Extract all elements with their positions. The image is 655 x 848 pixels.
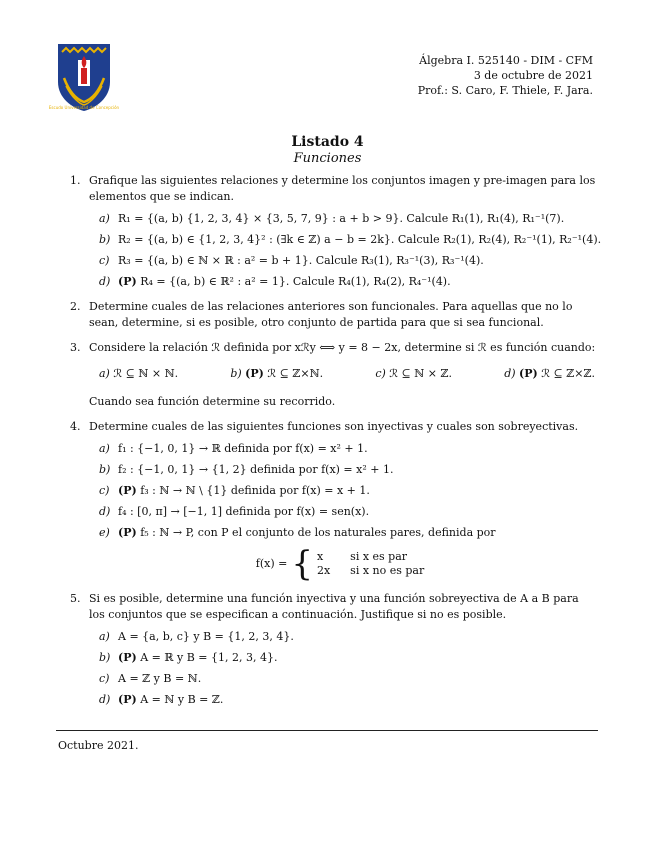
- item-label: b): [99, 651, 111, 664]
- practice-marker: (P): [245, 367, 264, 380]
- problem-text: Determine cuales de las relaciones anteriores son funcionales. Para aquellas que no lo sean, determine, si es posible, otro conjunto de partida para que si sea funcional.: [89, 300, 573, 329]
- item-text: A = ℤ y B = ℕ.: [118, 672, 202, 685]
- left-brace: {: [291, 544, 313, 584]
- list-item: [89, 483, 597, 499]
- list-item: [89, 650, 597, 666]
- list-item: [89, 274, 597, 290]
- item-text: f₃ : ℕ → ℕ \ {1} definida por f(x) = x + 1.: [140, 484, 370, 497]
- item-label: a): [99, 212, 110, 225]
- piecewise-cases: [317, 550, 430, 578]
- list-item: [89, 232, 602, 248]
- problem-3-options: [89, 366, 597, 382]
- item-text: ℛ ⊆ ℕ × ℕ.: [113, 367, 179, 380]
- practice-marker: (P): [118, 275, 137, 288]
- item-text: A = ℝ y B = {1, 2, 3, 4}.: [140, 651, 278, 664]
- list-item: [89, 525, 597, 541]
- professors: Prof.: S. Caro, F. Thiele, F. Jara.: [417, 84, 593, 97]
- practice-marker: (P): [118, 526, 137, 539]
- problem-number: 2.: [70, 300, 81, 313]
- item-label: a): [99, 442, 110, 455]
- item-label: a): [99, 367, 110, 380]
- course-name: Álgebra I. 525140 - DIM - CFM: [419, 54, 593, 67]
- option-a: [99, 366, 178, 382]
- problem-number: 4.: [70, 420, 81, 433]
- practice-marker: (P): [118, 651, 137, 664]
- item-label: d): [99, 275, 111, 288]
- item-text: A = {a, b, c} y B = {1, 2, 3, 4}.: [118, 630, 294, 643]
- item-text: f₄ : [0, π] → [−1, 1] definida por f(x) = sen(x).: [118, 505, 370, 518]
- item-label: b): [230, 367, 242, 380]
- item-label: d): [504, 367, 516, 380]
- problem-4: [62, 419, 597, 584]
- list-item: [89, 671, 597, 687]
- logo-label: Escudo Universidad de Concepción: [48, 105, 120, 110]
- list-item: [89, 629, 597, 645]
- item-text: ℛ ⊆ ℕ × ℤ.: [389, 367, 453, 380]
- footer-divider: [56, 730, 598, 731]
- item-text: f₂ : {−1, 0, 1} → {1, 2} definida por f(x) = x² + 1.: [118, 463, 394, 476]
- problem-number: 3.: [70, 341, 81, 354]
- problem-number: 5.: [70, 592, 81, 605]
- item-label: b): [99, 233, 111, 246]
- problem-5: [62, 591, 597, 708]
- item-text: ℛ ⊆ ℤ×ℕ.: [267, 367, 324, 380]
- item-label: c): [99, 254, 110, 267]
- item-text: f₁ : {−1, 0, 1} → ℝ definida por f(x) = x² + 1.: [118, 442, 368, 455]
- problem-note: Cuando sea función determine su recorrido.: [89, 395, 336, 408]
- item-label: c): [99, 484, 110, 497]
- case-value: 2x: [316, 564, 331, 577]
- practice-marker: (P): [118, 484, 137, 497]
- item-label: b): [99, 463, 111, 476]
- item-text: f₅ : ℕ → P, con P el conjunto de los naturales pares, definida por: [140, 526, 496, 539]
- practice-marker: (P): [519, 367, 538, 380]
- problem-3: [62, 340, 597, 410]
- page-subtitle: Funciones: [293, 151, 362, 166]
- practice-marker: (P): [118, 693, 137, 706]
- item-text: R₃ = {(a, b) ∈ ℕ × ℝ : a² = b + 1}. Calcule R₃(1), R₃⁻¹(3), R₃⁻¹(4).: [118, 254, 484, 267]
- problem-text: Si es posible, determine una función inyectiva y una función sobreyectiva de A a B para los conjuntos que se especifican a continuación. Justifique si no es posible.: [89, 592, 579, 621]
- item-text: ℛ ⊆ ℤ×ℤ.: [541, 367, 595, 380]
- list-item: [89, 462, 597, 478]
- footer-date: Octubre 2021.: [58, 739, 139, 752]
- problem-text: Grafique las siguientes relaciones y determine los conjuntos imagen y pre-imagen para los elementos que se indican.: [89, 174, 596, 203]
- document-date: 3 de octubre de 2021: [473, 69, 593, 82]
- problem-list: [62, 173, 602, 717]
- item-label: d): [99, 505, 111, 518]
- page-title: Listado 4: [291, 134, 364, 150]
- list-item: [89, 692, 597, 708]
- item-text: R₁ = {(a, b) {1, 2, 3, 4} × {3, 5, 7, 9} : a + b > 9}. Calcule R₁(1), R₁(4), R₁⁻¹(7).: [118, 212, 565, 225]
- list-item: [89, 253, 597, 269]
- problem-1: [62, 173, 602, 290]
- problem-text: Determine cuales de las siguientes funciones son inyectivas y cuales son sobreyectivas.: [89, 420, 579, 433]
- problem-2: [62, 299, 597, 331]
- list-item: [89, 211, 597, 227]
- item-label: a): [99, 630, 110, 643]
- item-label: d): [99, 693, 111, 706]
- option-c: [375, 366, 452, 382]
- option-b: [230, 366, 323, 382]
- case-value: x: [316, 550, 324, 563]
- item-text: A = ℕ y B = ℤ.: [140, 693, 224, 706]
- case-condition: si x no es par: [350, 564, 425, 577]
- problem-text: Considere la relación ℛ definida por xℛy ⟺ y = 8 − 2x, determine si ℛ es función cuando:: [89, 341, 596, 354]
- item-text: R₄ = {(a, b) ∈ ℝ² : a² = 1}. Calcule R₄(1), R₄(2), R₄⁻¹(4).: [140, 275, 451, 288]
- item-label: c): [375, 367, 386, 380]
- case-condition: si x es par: [350, 550, 408, 563]
- problem-number: 1.: [70, 174, 81, 187]
- item-label: c): [99, 672, 110, 685]
- list-item: [89, 441, 597, 457]
- piecewise-lhs: f(x) =: [255, 557, 288, 570]
- course-header: [418, 53, 593, 98]
- university-shield-logo: [48, 42, 120, 112]
- list-item: [89, 504, 597, 520]
- option-d: [504, 366, 595, 382]
- item-label: e): [99, 526, 110, 539]
- piecewise-function: [89, 544, 597, 584]
- item-text: R₂ = {(a, b) ∈ {1, 2, 3, 4}² : (∃k ∈ ℤ) a − b = 2k}. Calcule R₂(1), R₂(4), R₂⁻¹(1), R₂⁻¹(4).: [118, 233, 602, 246]
